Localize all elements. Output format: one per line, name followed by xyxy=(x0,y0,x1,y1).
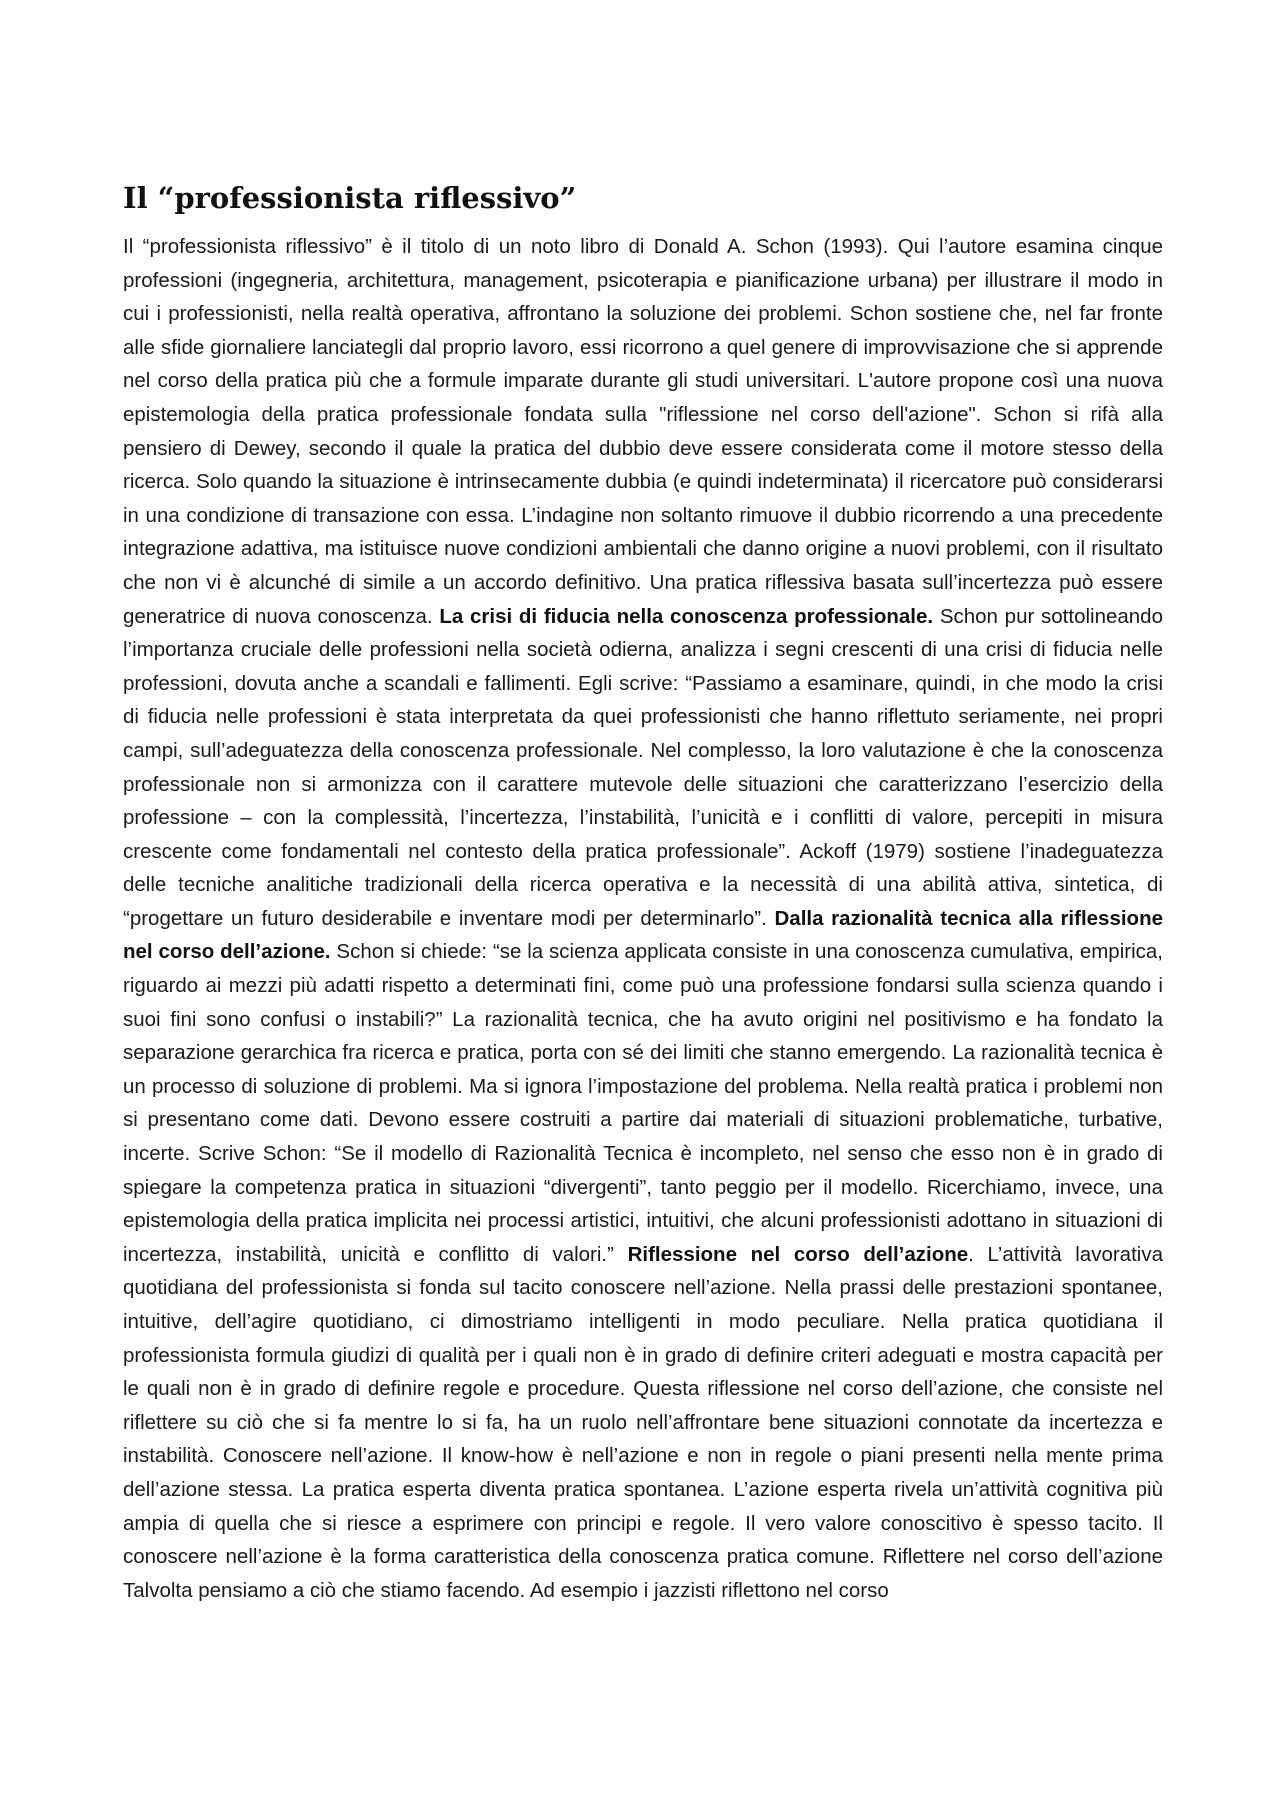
intro-text: Il “professionista riflessivo” è il titolo di un noto libro di Donald A. Schon (1993). Qui l’autore esamina cinque professioni (ingegneria, architettura, management, psicoterapia e pianificazione urbana) per illustrare il modo in cui i professionisti, nella realtà operativa, affrontano la soluzione dei problemi. Schon sostiene che, nel far fronte alle sfide giornaliere lanciategli dal proprio lavoro, essi ricorrono a quel genere di improvvisazione che si apprende nel corso della pratica più che a formule imparate durante gli studi universitari. L'autore propone così una nuova epistemologia della pratica professionale fondata sulla "riflessione nel corso dell'azione". Schon si rifà alla pensiero di Dewey, secondo il quale la pratica del dubbio deve essere considerata come il motore stesso della ricerca. Solo quando la situazione è intrinsecamente dubbia (e quindi indeterminata) il ricercatore può considerarsi in una condizione di transazione con essa. L’indagine non soltanto rimuove il dubbio ricorrendo a una precedente integrazione adattiva, ma istituisce nuove condizioni ambientali che danno origine a nuovi problemi, con il risultato che non vi è alcunché di simile a un accordo definitivo. Una pratica riflessiva basata sull’incertezza può essere generatrice di nuova conoscenza. xyxy=(123,235,1163,628)
body-paragraph xyxy=(123,230,1163,1607)
heading-riflessione-azione: Riflessione nel corso dell’azione xyxy=(627,1242,969,1266)
crisi-text: Schon pur sottolineando l’importanza cruciale delle professioni nella società odierna, analizza i segni crescenti di una crisi di fiducia nelle professioni, dovuta anche a scandali e fallimenti. Egli scrive: “Passiamo a esaminare, quindi, in che modo la crisi di fiducia nelle professioni è stata interpretata da quei professionisti che hanno riflettuto seriamente, nei propri campi, sull’adeguatezza della conoscenza professionale. Nel complesso, la loro valutazione è che la conoscenza professionale non si armonizza con il carattere mutevole delle situazioni che caratterizzano l’esercizio della professione – con la complessità, l’incertezza, l’instabilità, l’unicità e i conflitti di valore, percepiti in misura crescente come fondamentali nel contesto della pratica professionale”. Ackoff (1979) sostiene l’inadeguatezza delle tecniche analitiche tradizionali della ricerca operativa e la necessità di una abilità attiva, sintetica, di “progettare un futuro desiderabile e inventare modi per determinarlo”. xyxy=(123,604,1163,930)
heading-razionalita-tecnica: Dalla razionalità tecnica alla riflessione nel corso dell’azione. xyxy=(123,906,1163,964)
document-title: Il “professionista riflessivo” xyxy=(123,181,577,215)
heading-crisi-fiducia: La crisi di fiducia nella conoscenza professionale. xyxy=(439,604,934,628)
riflessione-text: . L’attività lavorativa quotidiana del professionista si fonda sul tacito conoscere nell’azione. Nella prassi delle prestazioni spontanee, intuitive, dell’agire quotidiano, ci dimostriamo intelligenti in modo peculiare. Nella pratica quotidiana il professionista formula giudizi di qualità per i quali non è in grado di definire criteri adeguati e mostra capacità per le quali non è in grado di definire regole e procedure. Questa riflessione nel corso dell’azione, che consiste nel riflettere su ciò che si fa mentre lo si fa, ha un ruolo nell’affrontare bene situazioni connotate da incertezza e instabilità. Conoscere nell’azione. Il know-how è nell’azione e non in regole o piani presenti nella mente prima dell’azione stessa. La pratica esperta diventa pratica spontanea. L’azione esperta rivela un’attività cognitiva più ampia di quella che si riesce a esprimere con principi e regole. Il vero valore conoscitivo è spesso tacito. Il conoscere nell’azione è la forma caratteristica della conoscenza pratica comune. Riflettere nel corso dell’azione Talvolta pensiamo a ciò che stiamo facendo. Ad esempio i jazzisti riflettono nel corso xyxy=(123,1242,1163,1602)
razionalita-text: Schon si chiede: “se la scienza applicata consiste in una conoscenza cumulativa, empirica, riguardo ai mezzi più adatti rispetto a determinati fini, come può una professione fondarsi sulla scienza quando i suoi fini sono confusi o instabili?” La razionalità tecnica, che ha avuto origini nel positivismo e ha fondato la separazione gerarchica fra ricerca e pratica, porta con sé dei limiti che stanno emergendo. La razionalità tecnica è un processo di soluzione di problemi. Ma si ignora l’impostazione del problema. Nella realtà pratica i problemi non si presentano come dati. Devono essere costruiti a partire dai materiali di situazioni problematiche, turbative, incerte. Scrive Schon: “Se il modello di Razionalità Tecnica è incompleto, nel senso che esso non è in grado di spiegare la competenza pratica in situazioni “divergenti”, tanto peggio per il modello. Ricerchiamo, invece, una epistemologia della pratica implicita nei processi artistici, intuitivi, che alcuni professionisti adottano in situazioni di incertezza, instabilità, unicità e conflitto di valori.” xyxy=(123,940,1163,1266)
document-content xyxy=(123,176,1163,1607)
